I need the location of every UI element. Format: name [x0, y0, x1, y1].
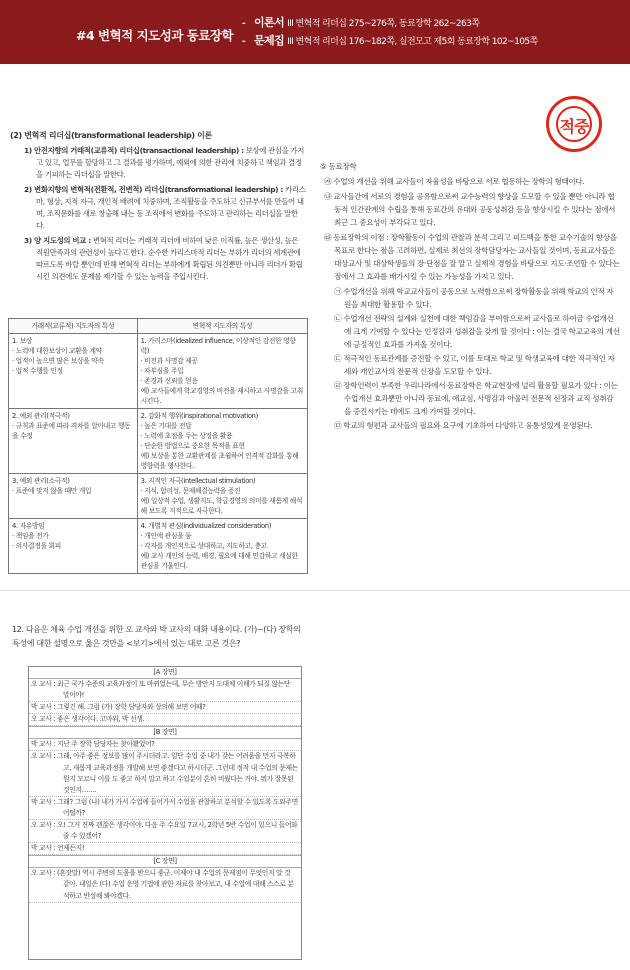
- dialogue-line: [29, 797, 301, 820]
- section-divider: [0, 590, 630, 591]
- peer-subitem: ㉠ 수업개선을 위해 학교교사들이 공동으로 노력함으로써 장학활동을 위해 학교의 인적 자원을 최대한 활용할 수 있다.: [334, 287, 614, 309]
- speaker: 오 교사 :: [31, 715, 56, 724]
- reference-text: III 변혁적 리더십 275~276쪽, 동료장학 262~263쪽: [287, 19, 480, 29]
- scene-label: [A 장면]: [29, 667, 301, 679]
- dialogue-line: [29, 702, 301, 714]
- table-cell: 3. 지적인 자극(intellectual stimulation) · 지식, 합리성, 문제해결능력을 증진 예) 일상적 수업, 생활지도, 학급경영의 의미를 새롭게 해석해 보도록 지적으로 자극한다.: [137, 474, 307, 519]
- dialogue-box: [28, 666, 302, 960]
- theory-item: [10, 145, 306, 181]
- hit-stamp: [546, 96, 602, 152]
- dialogue-line: [29, 714, 301, 726]
- utterance: (혼잣말) 역시 주변의 도움을 받으니 좋군. 이제야 내 수업의 문제점이 무엇인지 알 것 같아. 내일은 (다) 수업 운영 기법에 관한 자료를 찾아보고, 내 수업에 대해 스스로 분석하고 반성해 봐야겠다.: [57, 869, 294, 900]
- peer-subitem: ㉣ 장학인력이 부족한 우리나라에서 동료장학은 학교현장에 널리 활용할 필요가 있다 : 이는 수업개선 효과뿐만 아니라 동료에, 애교심, 사명감과 아울러 전문적 신장과 교직 성취감을 증진시키는 데에도 크게 기여할 것이다.: [334, 381, 618, 416]
- scene-label: [B 장면]: [29, 726, 301, 739]
- theory-item-body: 카리스마, 형상, 지적 자극, 개인적 배려에 치중하며, 조직활동을 주도하고 신규부서를 만들어 내며, 조직문화를 새로 창출해 내는 등 조직에서 변화를 주도하고 관리하는 리더십을 말한다.: [36, 185, 306, 230]
- theory-item-head: 1) 안전지향의 거래적(교류적) 리더십(transactional leadership) :: [24, 146, 244, 155]
- peer-item: ㉯ 교사들간에 서로의 경험을 공유함으로써 교수능력의 향상을 도모할 수 있을 뿐만 아니라 협동적 인간관계의 수립을 통해 동료간의 유대와 공동성취감 등을 향상시킬 수 있다는 점에서 최근 그 중요성이 부각되고 있다.: [324, 192, 616, 227]
- table-header: 변혁적 지도자의 특성: [137, 319, 307, 334]
- theory-item-head: 2) 변화지향의 변혁적(전환적, 전변적) 리더십(transformational leadership) :: [24, 185, 283, 194]
- peer-supervision-column: [320, 160, 620, 433]
- dialogue-line: [29, 868, 301, 902]
- section-title: (2) 변혁적 리더십(transformational leadership) 이론: [10, 131, 212, 140]
- reference-line-workbook: [242, 32, 538, 50]
- dialogue-line: [29, 820, 301, 843]
- theory-item-body: 보상에 관심을 가지고 있고, 업무를 할당하고 그 결과를 평가하며, 예외에 의한 관리에 치중하고 책임과 결정을 기피하는 리더십을 말한다.: [36, 146, 305, 179]
- peer-supervision-title: ⑤ 동료장학: [320, 162, 357, 171]
- reference-text: III 변혁적 리더십 176~182쪽, 실전모고 제5회 동료장학 102~105쪽: [287, 37, 538, 47]
- speaker: 박 교사 :: [31, 844, 56, 853]
- table-header-row: [9, 319, 308, 334]
- speaker: 오 교사 :: [31, 752, 56, 761]
- theory-item: [10, 235, 306, 283]
- theory-item: [10, 184, 306, 232]
- utterance: 지난 주 장학 담당자는 찾아봤었어?: [57, 740, 155, 749]
- scene-label: [C 장면]: [29, 855, 301, 868]
- speaker: 박 교사 :: [31, 740, 56, 749]
- reference-line-theory: [242, 14, 538, 32]
- dialogue-line: [29, 751, 301, 796]
- utterance: 최근 국가 수준의 교육과정이 또 바뀌었는데, 무슨 방안지 도대체 이해가 되질 않는단 말이야!: [57, 680, 291, 700]
- utterance: 오! 그거 진짜 괜찮은 생각이야. 다음 주 수요일 7교시, 2학년 5반 수업이 있으니 들어와 줄 수 있겠어?: [57, 821, 298, 841]
- table-row: [9, 334, 308, 409]
- reference-dash: -: [242, 37, 246, 47]
- utterance: 그래? 그럼 (나) 내가 가서 수업에 들어가서 수업을 관찰하고 분석할 수 있도록 도와주면 어떨까?: [57, 797, 298, 817]
- table-cell: 4. 개별적 관심(individualized consideration) · 개인에 관심을 둠 · 각자를 개인적으로 상대하고, 지도하고, 충고 예) 교사 개인의 능력, 배경, 필요에 대해 민감하고 세심한 관심을 기울인다.: [137, 519, 307, 574]
- theory-item-body: 변혁적 리더는 거래적 리더에 비하여 낮은 이직률, 높은 생산성, 높은 직원만족과의 관련성이 높다고 한다. 순수한 카리스마적 리더는 부하가 리더의 세계관에 따르도록 바랄 뿐인데 반해 변혁적 리더는 부하에게 확립된 의견뿐만 아니라 리더가 확립시킨 의견에도 문제를 제기할 수 있는 능력을 주입시킨다.: [36, 236, 303, 281]
- utterance: 언제든지!: [57, 844, 85, 853]
- theory-item-head: 3) 양 지도성의 비교 :: [24, 236, 91, 245]
- page-title: #4 변혁적 지도성과 동료장학: [76, 28, 234, 43]
- comparison-table: [8, 318, 308, 574]
- speaker: 오 교사 :: [31, 869, 56, 878]
- table-cell: 4. 자유방임 · 책임을 전가 · 의사결정을 회피: [9, 519, 138, 574]
- speaker: 오 교사 :: [31, 821, 56, 830]
- speaker: 오 교사 :: [31, 680, 56, 688]
- reference-label: 이론서: [254, 16, 285, 29]
- table-cell: 2. 예외 관리(적극적) · 규칙과 표준에 따라 격차를 알아내고 행동을 수정: [9, 409, 138, 474]
- dialogue-line: [29, 843, 301, 855]
- stamp-text: 적중: [559, 117, 589, 136]
- table-cell: 2. 감화적 행위(inspirational motivation) · 높은 기대를 전달 · 노력에 초점을 두는 상징을 활용 · 단순한 방법으로 중요한 목적을 표현 예) 보상을 통한 교환관계를 초월하여 인격적 감화를 통해 영향력을 행사한다.: [137, 409, 307, 474]
- peer-subitem: ㉢ 적극적인 동료관계를 증진할 수 있고, 이를 토대로 학교 및 학생교육에 대한 적극적인 자세와 개인교사의 전문적 신장을 도모할 수 있다.: [334, 354, 615, 376]
- table-cell: 1. 보상 · 노력에 대한보상이 교환을 계약 · 업적이 높으면 많은 보상을 약속 · 업적 수행를 인정: [9, 334, 138, 409]
- utterance: 좋은 생각이다. 고마워, 박 선생.: [57, 715, 145, 724]
- dialogue-line: [29, 679, 301, 702]
- speaker: 박 교사 :: [31, 797, 56, 806]
- dialogue-line: [29, 739, 301, 751]
- reference-label: 문제집: [254, 34, 285, 47]
- theory-column: [10, 130, 306, 286]
- table-row: [9, 474, 308, 519]
- question-text: 12. 다음은 체육 수업 개선을 위한 오 교사와 박 교사의 대화 내용이다. (가)~(다) 장학의 특성에 대한 설명으로 옳은 것만을 <보기>에서 있는 대로 고른 것은?: [12, 625, 301, 648]
- table-cell: 3. 예외 관리(소극적) · 표준에 맞지 않을 때만 개입: [9, 474, 138, 519]
- peer-item: ㉮ 수업의 개선을 위해 교사들이 자율성을 바탕으로 서로 협동하는 장학의 형태이다.: [324, 177, 585, 186]
- header-banner: [0, 0, 630, 64]
- utterance: 그래, 아주 좋은 정보를 많이 주시더라고. 일단 수업 중 내가 갖는 어려움을 먼저 극복하고, 새롭게 교육과정을 개발해 보면 좋겠다고 하시더군. 그런데 정작 내 수업의 문제는 뭔지 모르니 이를 도 좋고 하지 말고 하고 수업분이 흔히 비웠다는 거야. 뭐가 잘못된 것인지…….: [57, 752, 298, 794]
- peer-subitem: ㉤ 학교의 형편과 교사들의 필요와 요구에 기초하여 다양하고 융통성있게 운영된다.: [334, 421, 593, 430]
- reference-lines: [242, 14, 538, 50]
- utterance: 그렇긴 해. 그럼 (가) 장학 담당자와 상의해 보면 어때?: [57, 703, 206, 712]
- peer-subitem: ㉡ 수업개선 전략의 설계와 실천에 대한 책임감을 부여함으로써 교사들로 하여금 수업개선에 크게 기여할 수 있다는 인정감과 성취감을 갖게 할 것이다 : 이는 결국 학교교육의 개선에 긍정적인 효과를 가져올 것이다.: [334, 314, 620, 349]
- table-header: 거래적(교류적) 지도자의 특성: [9, 319, 138, 334]
- table-row: [9, 519, 308, 574]
- peer-item: ㉰ 동료장학의 이점 : 장학활동이 수업의 관찰과 분석 그리고 피드백을 통한 교수기술의 향상을 목표로 한다는 점을 고려하면, 실제로 최선의 장학담당자는 교사들일 것이며, 동료교사들은 대상교사 및 대상학생들의 장·단점을 잘 알고 실제적 경험을 바탕으로 지도·조언할 수 있다는 점에서 그 효과를 배가시킬 수 있는 가능성을 가지고 있다.: [324, 233, 620, 281]
- reference-dash: -: [242, 19, 246, 29]
- speaker: 박 교사 :: [31, 703, 56, 712]
- table-row: [9, 409, 308, 474]
- table-cell: 1. 카리스마(idealized influence, 이상적인 감전한 영향력) · 비전과 사명감 제공 · 자부심을 주입 · 존경과 신뢰를 얻음 예) 교사들에게 학교경영의 비전을 제시하고 사명감을 고취시킨다.: [137, 334, 307, 409]
